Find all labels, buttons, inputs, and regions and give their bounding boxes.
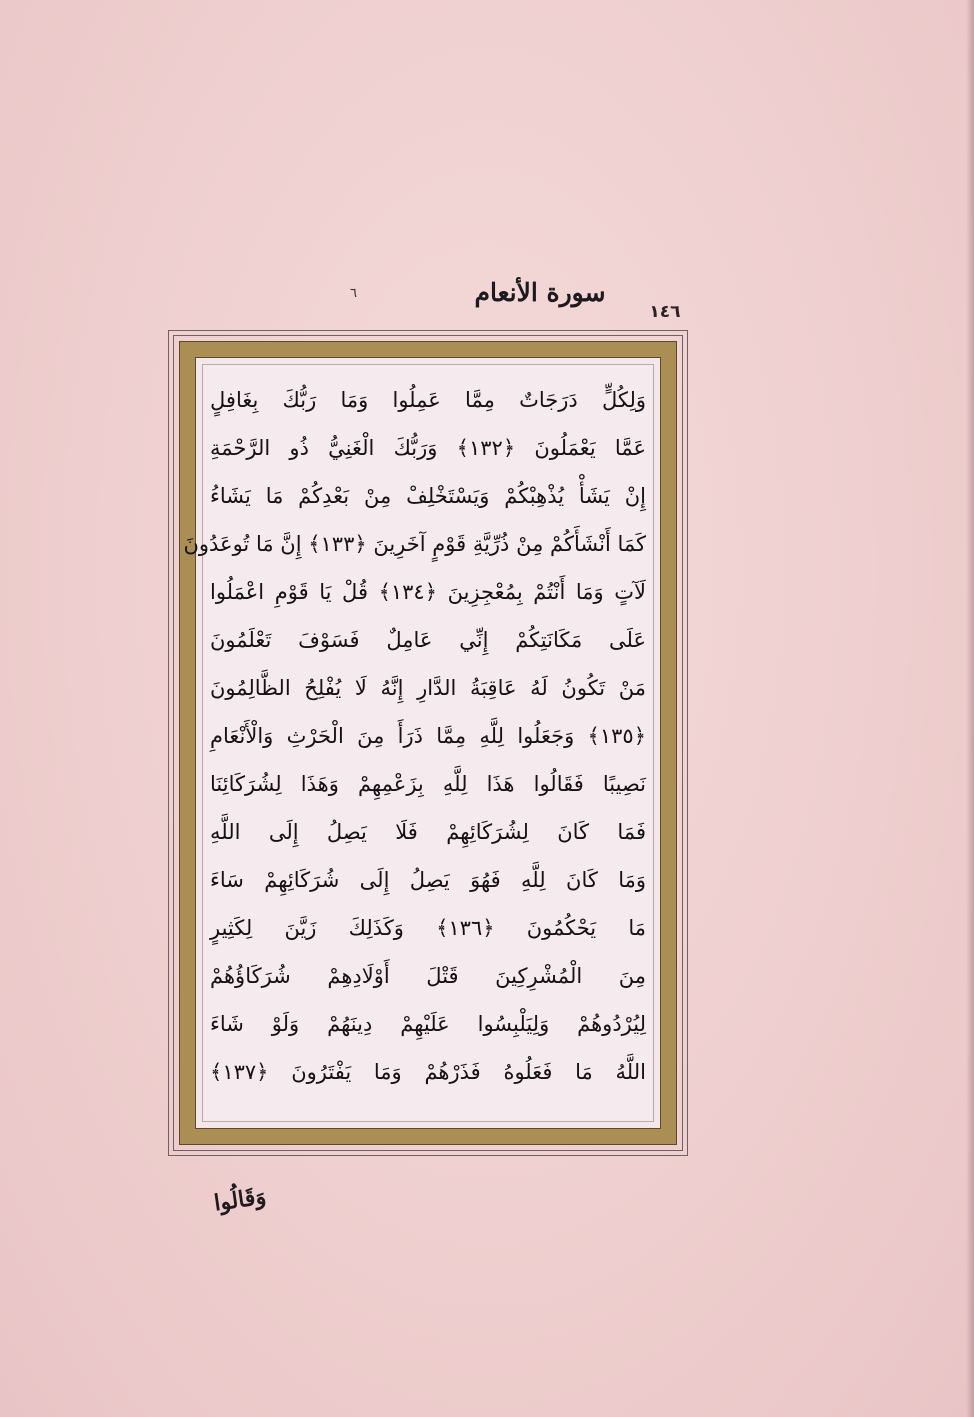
catchword: وَقَالُوا — [212, 1183, 268, 1217]
verse-line-8: ﴿١٣٥﴾ وَجَعَلُوا لِلَّهِ مِمَّا ذَرَأَ مِنَ الْحَرْثِ وَالْأَنْعَامِ — [210, 724, 646, 748]
sura-title: سورة الأنعام — [474, 278, 606, 307]
verse-line-9: نَصِيبًا فَقَالُوا هَذَا لِلَّهِ بِزَعْمِهِمْ وَهَذَا لِشُرَكَائِنَا — [210, 772, 646, 796]
verse-line-11: وَمَا كَانَ لِلَّهِ فَهُوَ يَصِلُ إِلَى شُرَكَائِهِمْ سَاءَ — [210, 868, 646, 892]
verse-line-6: عَلَى مَكَانَتِكُمْ إِنِّي عَامِلٌ فَسَوْفَ تَعْلَمُونَ — [210, 628, 646, 652]
verse-line-13: مِنَ الْمُشْرِكِينَ قَتْلَ أَوْلَادِهِمْ شُرَكَاؤُهُمْ — [210, 964, 646, 988]
verse-line-10: فَمَا كَانَ لِشُرَكَائِهِمْ فَلَا يَصِلُ إِلَى اللَّهِ — [210, 820, 646, 844]
sura-number: ٦ — [350, 286, 357, 301]
page-gutter-shadow — [966, 0, 974, 1417]
verse-line-12: مَا يَحْكُمُونَ ﴿١٣٦﴾ وَكَذَلِكَ زَيَّنَ لِكَثِيرٍ — [210, 916, 646, 940]
verse-line-14: لِيُرْدُوهُمْ وَلِيَلْبِسُوا عَلَيْهِمْ دِينَهُمْ وَلَوْ شَاءَ — [210, 1012, 646, 1036]
verse-line-5: لَآتٍ وَمَا أَنْتُمْ بِمُعْجِزِينَ ﴿١٣٤﴾ قُلْ يَا قَوْمِ اعْمَلُوا — [210, 580, 646, 604]
verse-line-4: كَمَا أَنْشَأَكُمْ مِنْ ذُرِّيَّةِ قَوْمٍ آخَرِينَ ﴿١٣٣﴾ إِنَّ مَا تُوعَدُونَ — [183, 532, 646, 556]
verse-line-7: مَنْ تَكُونُ لَهُ عَاقِبَةُ الدَّارِ إِنَّهُ لَا يُفْلِحُ الظَّالِمُونَ — [210, 676, 646, 700]
page-number: ١٤٦ — [649, 302, 681, 322]
verse-line-2: عَمَّا يَعْمَلُونَ ﴿١٣٢﴾ وَرَبُّكَ الْغَنِيُّ ذُو الرَّحْمَةِ — [210, 436, 646, 460]
verse-line-15: اللَّهُ مَا فَعَلُوهُ فَذَرْهُمْ وَمَا يَفْتَرُونَ ﴿١٣٧﴾ — [210, 1060, 646, 1084]
verse-line-1: وَلِكُلٍّ دَرَجَاتٌ مِمَّا عَمِلُوا وَمَا رَبُّكَ بِغَافِلٍ — [210, 388, 646, 412]
verse-line-3: إِنْ يَشَأْ يُذْهِبْكُمْ وَيَسْتَخْلِفْ مِنْ بَعْدِكُمْ مَا يَشَاءُ — [210, 484, 646, 508]
